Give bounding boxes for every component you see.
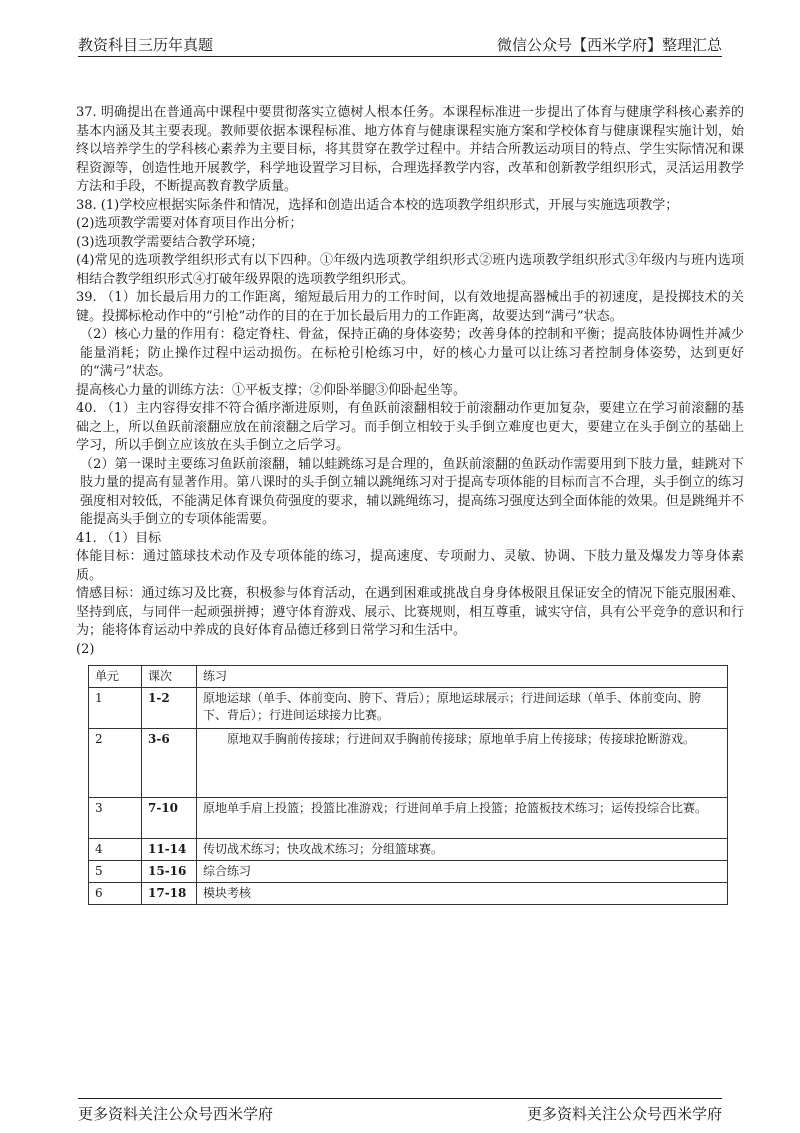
practice-cell: 原地单手肩上投篮；投篮比准游戏；行进间单手肩上投篮；抢篮板技术练习；运传投综合比赛。 [197,798,728,839]
answer-41-1-heading: 41. （1）目标 [76,530,162,546]
answer-38-1: 38. (1)学校应根据实际条件和情况，选择和创造出适合本校的选项教学组织形式，开展与实施选项教学； [76,197,679,213]
table-row [89,729,728,798]
header-lessons: 课次 [142,666,197,688]
header-unit: 单元 [89,666,142,688]
practice-cell: 传切战术练习；快攻战术练习；分组篮球赛。 [197,839,728,861]
lessons-cell: 17-18 [142,883,197,905]
answer-41-emotion-goal: 情感目标：通过练习及比赛，积极参与体育活动，在遇到困难或挑战自身身体极限且保证安全的情况下能克服困难、坚持到底，与同伴一起顽强拼搏；遵守体育游戏、展示、比赛规则，相互尊重，诚实守信，具有公平竞争的意识和行为；能将体育运动中养成的良好体育品德迁移到日常学习和生活中。 [76,586,744,638]
footer-right-note: 更多资料关注公众号西米学府 [526,1105,722,1123]
answer-38-4: (4)常见的选项教学组织形式有以下四种。①年级内选项教学组织形式②班内选项教学组织形式③年级内与班内选项相结合教学组织形式④打破年级界限的选项教学组织形式。 [76,253,744,287]
lessons-cell: 15-16 [142,861,197,883]
lessons-cell: 7-10 [142,798,197,839]
answer-38-3: (3)选项教学需要结合教学环境； [76,234,264,250]
answer-38-2: (2)选项教学需要对体育项目作出分析； [76,216,303,231]
unit-cell: 6 [89,883,142,905]
unit-cell: 2 [89,729,142,798]
practice-cell: 综合练习 [197,861,728,883]
header-practice: 练习 [197,666,728,688]
table-row [89,883,728,905]
answer-39-1: 39. （1）加长最后用力的工作距离，缩短最后用力的工作时间，以有效地提高器械出手的初速度，是投掷技术的关键。投掷标枪动作中的“引枪”动作的目的在于加长最后用力的工作距离，故要达到“满弓”状态。 [76,290,744,324]
unit-cell: 3 [89,798,142,839]
header-left-title: 教资科目三历年真题 [78,36,214,54]
answer-40-1: 40. （1）主内容得安排不符合循序渐进原则，有鱼跃前滚翻相较于前滚翻动作更加复杂，要建立在学习前滚翻的基础之上，所以鱼跃前滚翻应放在前滚翻之后学习。而手倒立相较于头手倒立难度也更大，要建立在头手倒立的基础上学习，所以手倒立应该放在头手倒立之后学习。 [76,401,744,453]
unit-cell: 1 [89,688,142,729]
table-row [89,798,728,839]
table-row [89,861,728,883]
table-row [89,688,728,729]
answer-37: 37. 明确提出在普通高中课程中要贯彻落实立德树人根本任务。本课程标准进一步提出了体育与健康学科核心素养的基本内涵及其主要表现。教师要依据本课程标准、地方体育与健康课程实施方案和学校体育与健康课程实施计划，始终以培养学生的学科核心素养为主要目标，将其贯穿在教学过程中。并结合所教运动项目的特点、学生实际情况和课程资源等，创造性地开展教学，科学地设置学习目标，合理选择教学内容，改革和创新教学组织形式，灵活运用教学方法和手段，不断提高教育教学质量。 [76,105,744,194]
answer-39-methods: 提高核心力量的训练方法：①平板支撑；②仰卧举腿③仰卧起坐等。 [76,382,467,398]
lessons-cell: 3-6 [142,729,197,798]
practice-cell: 原地双手胸前传接球；行进间双手胸前传接球；原地单手肩上传接球；传接球抢断游戏。 [197,729,728,798]
practice-cell: 原地运球（单手、体前变向、胯下、背后）；原地运球展示；行进间运球（单手、体前变向、胯下、背后）；行进间运球接力比赛。 [197,688,728,729]
table-header-row [89,666,728,688]
practice-cell: 模块考核 [197,883,728,905]
page-footer [78,1098,722,1123]
answer-content [76,104,744,905]
table-row [89,839,728,861]
answer-39-2: （2）核心力量的作用有：稳定脊柱、骨盆，保持正确的身体姿势；改善身体的控制和平衡；提高肢体协调性并减少能量消耗；防止操作过程中运动损伤。在标枪引枪练习中，好的核心力量可以让练习者控制身体姿势，达到更好的“满弓”状态。 [80,327,744,379]
lessons-cell: 1-2 [142,688,197,729]
unit-cell: 5 [89,861,142,883]
page-header [78,34,722,57]
answer-41-2-heading: (2) [76,641,95,657]
footer-left-note: 更多资料关注公众号西米学府 [78,1105,274,1123]
answer-41-fitness-goal: 体能目标：通过篮球技术动作及专项体能的练习，提高速度、专项耐力、灵敏、协调、下肢力量及爆发力等身体素质。 [76,549,744,583]
answer-40-2: （2）第一课时主要练习鱼跃前滚翻，辅以蛙跳练习是合理的，鱼跃前滚翻的鱼跃动作需要用到下肢力量，蛙跳对下肢力量的提高有显著作用。第八课时的头手倒立辅以跳绳练习对于提高专项体能的目标而言不合理，头手倒立的练习强度相对较低，不能满足体育课负荷强度的要求，辅以跳绳练习，提高练习强度达到全面体能的效果。但是跳绳并不能提高头手倒立的专项体能需要。 [80,456,744,527]
header-right-title: 微信公众号【西米学府】整理汇总 [496,36,722,54]
lessons-cell: 11-14 [142,839,197,861]
teaching-plan-table [88,665,728,905]
unit-cell: 4 [89,839,142,861]
